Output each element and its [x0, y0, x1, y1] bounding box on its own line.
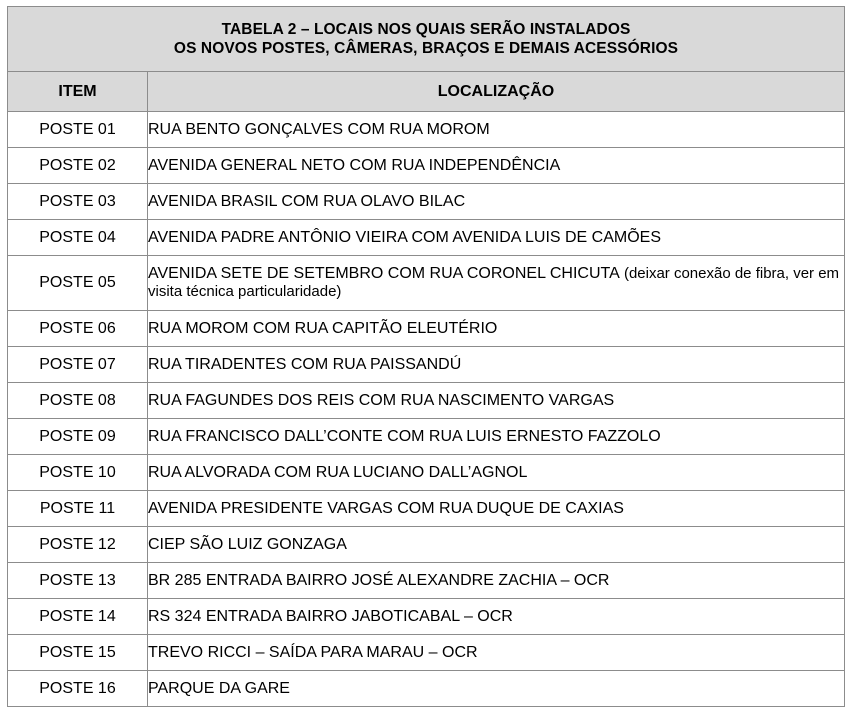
table-body [8, 7, 845, 707]
location-cell: AVENIDA PADRE ANTÔNIO VIEIRA COM AVENIDA LUIS DE CAMÕES [148, 220, 845, 256]
table-row [8, 455, 845, 491]
location-cell: RUA FRANCISCO DALL’CONTE COM RUA LUIS ERNESTO FAZZOLO [148, 419, 845, 455]
table-row [8, 419, 845, 455]
location-text: AVENIDA SETE DE SETEMBRO COM RUA CORONEL CHICUTA [148, 265, 620, 282]
table-row [8, 671, 845, 707]
table-row [8, 347, 845, 383]
column-header-item: ITEM [8, 72, 148, 112]
table-row [8, 220, 845, 256]
table-row [8, 311, 845, 347]
item-cell: POSTE 16 [8, 671, 148, 707]
location-cell: RUA BENTO GONÇALVES COM RUA MOROM [148, 112, 845, 148]
table-row [8, 383, 845, 419]
item-cell: POSTE 12 [8, 527, 148, 563]
header-row [8, 72, 845, 112]
location-cell: RUA MOROM COM RUA CAPITÃO ELEUTÉRIO [148, 311, 845, 347]
item-cell: POSTE 14 [8, 599, 148, 635]
table-row [8, 148, 845, 184]
table-row [8, 635, 845, 671]
location-cell [148, 256, 845, 311]
item-cell: POSTE 10 [8, 455, 148, 491]
location-cell: AVENIDA PRESIDENTE VARGAS COM RUA DUQUE DE CAXIAS [148, 491, 845, 527]
item-cell: POSTE 11 [8, 491, 148, 527]
location-cell: TREVO RICCI – SAÍDA PARA MARAU – OCR [148, 635, 845, 671]
table-title-line-2: OS NOVOS POSTES, CÂMERAS, BRAÇOS E DEMAIS ACESSÓRIOS [173, 40, 679, 57]
item-cell: POSTE 03 [8, 184, 148, 220]
table-row [8, 527, 845, 563]
location-cell: PARQUE DA GARE [148, 671, 845, 707]
column-header-location: LOCALIZAÇÃO [148, 72, 845, 112]
locations-table [7, 6, 845, 707]
table-row [8, 491, 845, 527]
title-row [8, 7, 845, 72]
location-cell: RUA ALVORADA COM RUA LUCIANO DALL’AGNOL [148, 455, 845, 491]
table-row [8, 112, 845, 148]
table-title [8, 7, 845, 72]
table-row [8, 563, 845, 599]
location-cell: AVENIDA GENERAL NETO COM RUA INDEPENDÊNCIA [148, 148, 845, 184]
item-cell: POSTE 08 [8, 383, 148, 419]
location-cell: AVENIDA BRASIL COM RUA OLAVO BILAC [148, 184, 845, 220]
location-cell: RUA FAGUNDES DOS REIS COM RUA NASCIMENTO VARGAS [148, 383, 845, 419]
location-cell: BR 285 ENTRADA BAIRRO JOSÉ ALEXANDRE ZACHIA – OCR [148, 563, 845, 599]
location-cell: RS 324 ENTRADA BAIRRO JABOTICABAL – OCR [148, 599, 845, 635]
item-cell: POSTE 04 [8, 220, 148, 256]
item-cell: POSTE 07 [8, 347, 148, 383]
item-cell: POSTE 05 [8, 256, 148, 311]
location-note: (deixar conexão de fibra, ver em visita técnica particularidade) [148, 265, 840, 300]
table-row [8, 256, 845, 311]
item-cell: POSTE 02 [8, 148, 148, 184]
item-cell: POSTE 13 [8, 563, 148, 599]
location-cell: RUA TIRADENTES COM RUA PAISSANDÚ [148, 347, 845, 383]
item-cell: POSTE 06 [8, 311, 148, 347]
table-row [8, 599, 845, 635]
table-title-line-1: TABELA 2 – LOCAIS NOS QUAIS SERÃO INSTALADOS [221, 21, 631, 38]
item-cell: POSTE 01 [8, 112, 148, 148]
table-row [8, 184, 845, 220]
location-cell: CIEP SÃO LUIZ GONZAGA [148, 527, 845, 563]
item-cell: POSTE 15 [8, 635, 148, 671]
item-cell: POSTE 09 [8, 419, 148, 455]
